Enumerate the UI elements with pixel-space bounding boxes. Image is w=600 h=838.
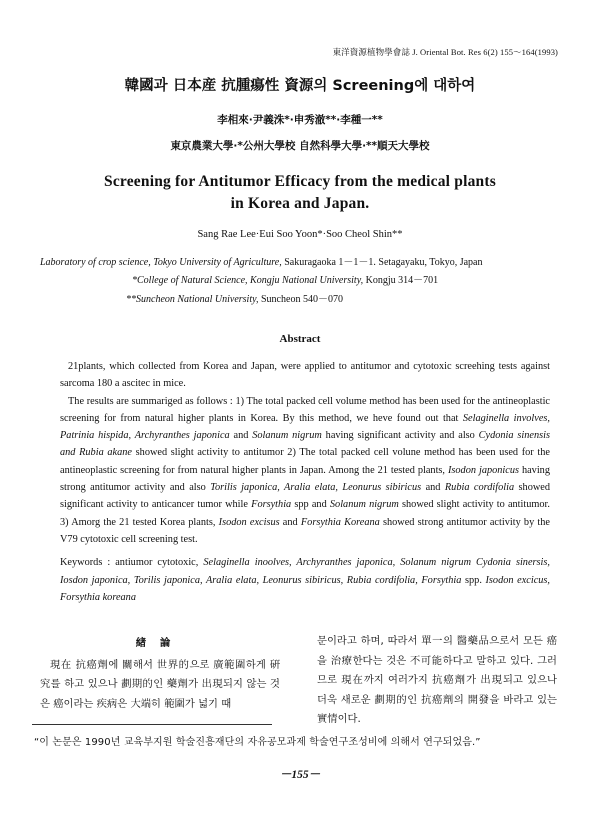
body-text-right: 문이라고 하며, 따라서 單一의 醫藥品으로서 모든 癌을 治療한다는 것은 不可能하다고 말하고 있다. 그러므로 現在까지 여러가지 抗癌劑가 出現되고 있으나 더욱 새로운 劃期的인 抗癌劑의 開發을 바라고 있는 實情이다.	[317, 635, 557, 725]
affiliation-3-name: **Suncheon National University,	[126, 294, 259, 305]
affiliation-3	[126, 290, 600, 305]
footnote-divider	[32, 724, 272, 725]
species-name: Torilis japonica, Aralia elata, Leonurus sibiricus	[210, 482, 422, 494]
keywords-text: spp.	[461, 574, 486, 586]
english-authors: Sang Rae Lee·Eui Soo Yoon*·Soo Cheol Shin**	[197, 229, 403, 240]
abstract-text: showed strong antitumor activity by the V79 cytotoxic cell screening test.	[60, 516, 551, 545]
abstract-text: showed significant activity to anticancer tumor while	[60, 482, 551, 511]
footnote: “이 논문은 1990년 교육부지원 학술진흥재단의 자유공모과제 학술연구조성비에 의해서 연구되었음.”	[34, 737, 481, 748]
affiliation-1-address: Sakuragaoka 1－1－1. Setagayaku, Tokyo, Japan	[281, 257, 483, 268]
abstract-text: having significant activity and also	[321, 430, 479, 442]
body-text-left: 現在 抗癌劑에 關해서 世界的으로 廣範圍하게 硏究를 하고 있으나 劃期的인 藥劑가 出現되지 않는 것은 癌이라는 疾病은 大端히 範圍가 넓기 때	[40, 658, 280, 710]
abstract-paragraph-2	[60, 393, 550, 549]
abstract-text: and	[279, 516, 301, 528]
journal-header: 東洋資源植物學會誌 J. Oriental Bot. Res 6(2) 155～164(1993)	[332, 47, 558, 57]
english-title-line-2: in Korea and Japan.	[230, 195, 370, 212]
abstract-text: spp and	[291, 499, 330, 511]
english-title-line-1: Screening for Antitumor Efficacy from the medical plants	[104, 173, 496, 190]
keywords-label: Keywords :	[60, 557, 116, 569]
species-name: Rubia cordifolia	[444, 482, 515, 494]
abstract-text: having strong antitumor activity and also	[60, 464, 550, 494]
section-heading-introduction: 緖論	[135, 637, 185, 649]
affiliation-2	[132, 271, 600, 286]
abstract-text: The results are summariged as follows : 1) The total packed cell volume method has been used for the antineoplastic screening for from natural higher plants in Korea. By this method, we heve found out that	[60, 395, 550, 424]
species-name: Selaginella involves, Patrinia hispida, Archyranthes japonica	[60, 412, 550, 442]
affiliation-3-address: Suncheon 540－070	[258, 294, 343, 305]
keywords-text: antiumor cytotoxic,	[115, 557, 204, 569]
species-name: Isodon excisus	[218, 516, 280, 528]
affiliation-2-name: *College of Natural Science, Kongju National University,	[132, 275, 364, 286]
keywords-species: Selaginella inoolves, Archyranthes japonica, Solanum nigrum Cydonia sinersis, Iosdon japonica, Torilis japonica, Aralia elata, Leonurus sibiricus, Rubia cordifolia, Forsythia	[60, 557, 550, 586]
abstract-text: showed slight activity to antitumor. 3) Amorg the 21 tested Korea plants,	[60, 499, 550, 528]
body-column-left	[40, 634, 280, 714]
species-name: Solanum nigrum	[252, 430, 322, 442]
korean-affiliations: 東京農業大學·*公州大學校 自然科學大學·**順天大學校	[170, 140, 430, 152]
affiliation-2-address: Kongju 314－701	[363, 275, 439, 286]
species-name: Solanum nigrum	[329, 499, 399, 511]
abstract-text: and	[421, 482, 445, 494]
species-name: Isodon japonicus	[447, 464, 519, 476]
english-title	[0, 171, 600, 215]
korean-authors: 李相來·尹義洙*·申秀澈**·李種一**	[217, 114, 383, 126]
abstract-paragraph-1: 21plants, which collected from Korea and Japan, were applied to antitumor and cytotoxic screehing tests against sarcoma 180 a ascitec in mice.	[60, 361, 550, 390]
species-name: Forsythia	[251, 499, 292, 511]
korean-title: 韓國과 日本産 抗腫瘍性 資源의 Screening에 대하여	[124, 78, 476, 94]
keywords-species: Isodon excicus, Forsythia koreana	[60, 574, 550, 603]
affiliation-1-name: Laboratory of crop science, Tokyo University of Agriculture,	[40, 257, 282, 268]
abstract-body	[60, 358, 550, 606]
species-name: Forsythia Koreana	[300, 516, 380, 528]
abstract-text: showed slight activity to antitumor 2) The total packed cell volune method has been used for the antineoplastic screening for from natural higher plants in Japan. Among the 21 tested plants,	[60, 447, 550, 476]
body-column-right	[317, 632, 557, 730]
page-number: －155－	[279, 769, 321, 781]
species-name: Cydonia sinensis and Rubia akane	[60, 430, 551, 459]
affiliation-1	[40, 253, 560, 268]
abstract-heading: Abstract	[279, 333, 321, 345]
abstract-text: and	[229, 430, 253, 442]
keywords	[60, 554, 550, 606]
